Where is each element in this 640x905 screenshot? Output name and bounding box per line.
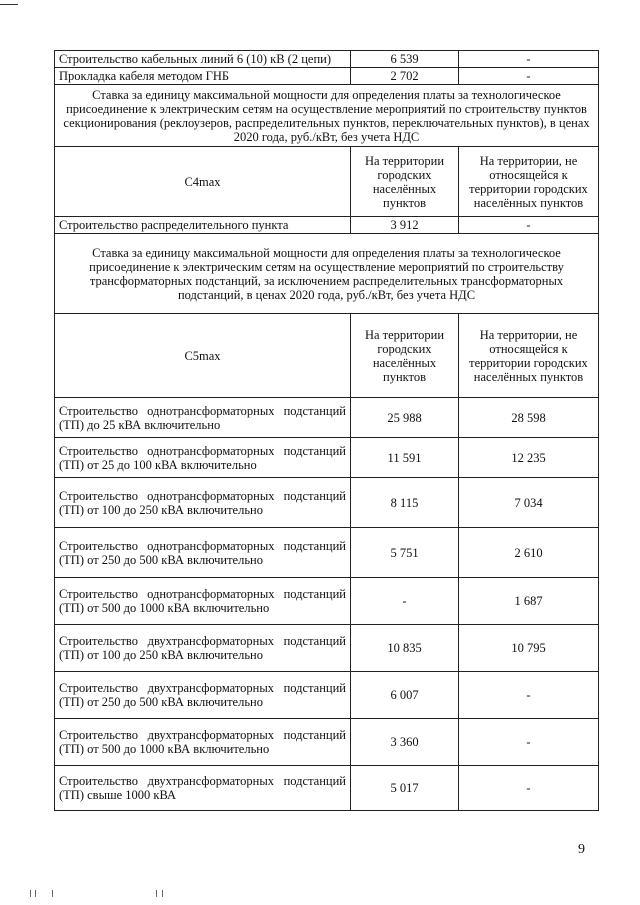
row-name: Строительство однотрансформаторных подстанций (ТП) от 500 до 1000 кВА включительно (55, 578, 351, 625)
table-row (55, 478, 599, 528)
urban-value: 5 751 (351, 528, 459, 578)
c4-rural-header: На территории, не относящейся к территории городских населённых пунктов (459, 147, 599, 217)
c4-urban-header: На территории городских населённых пунктов (351, 147, 459, 217)
c5-caption-row (55, 234, 599, 314)
rural-value: - (459, 51, 599, 68)
rural-value: 1 687 (459, 578, 599, 625)
urban-value: 8 115 (351, 478, 459, 528)
table-row (55, 672, 599, 719)
row-name: Строительство однотрансформаторных подстанций (ТП) от 25 до 100 кВА включительно (55, 438, 351, 478)
rural-value: 12 235 (459, 438, 599, 478)
row-name: Строительство распределительного пункта (55, 217, 351, 234)
row-name: Строительство однотрансформаторных подстанций (ТП) до 25 кВА включительно (55, 398, 351, 438)
urban-value: 5 017 (351, 766, 459, 811)
tariff-table (54, 50, 599, 811)
table-row (55, 51, 599, 68)
row-name: Строительство двухтрансформаторных подстанций (ТП) свыше 1000 кВА (55, 766, 351, 811)
table-row (55, 766, 599, 811)
urban-value: 2 702 (351, 68, 459, 85)
c4-caption-row (55, 85, 599, 147)
table-row (55, 217, 599, 234)
table-row (55, 719, 599, 766)
c5-label: C5max (55, 314, 351, 398)
c5-rural-header: На территории, не относящейся к территории городских населённых пунктов (459, 314, 599, 398)
rural-value: 10 795 (459, 625, 599, 672)
row-name: Строительство двухтрансформаторных подстанций (ТП) от 100 до 250 кВА включительно (55, 625, 351, 672)
urban-value: 25 988 (351, 398, 459, 438)
rural-value: - (459, 719, 599, 766)
row-name: Строительство кабельных линий 6 (10) кВ (2 цепи) (55, 51, 351, 68)
page-number: 9 (578, 842, 585, 857)
c4-label: C4max (55, 147, 351, 217)
row-name: Строительство двухтрансформаторных подстанций (ТП) от 250 до 500 кВА включительно (55, 672, 351, 719)
c5-header-row (55, 314, 599, 398)
table-row (55, 625, 599, 672)
rural-value: - (459, 217, 599, 234)
rural-value: 28 598 (459, 398, 599, 438)
c4-caption: Ставка за единицу максимальной мощности для определения платы за технологическое присоединение к электрическим сетям на осуществление мероприятий по строительству пунктов секционирования (реклоузеров, распределительных пунктов, переключательных пунктов), в ценах 2020 года, руб./кВт, без учета НДС (55, 85, 599, 147)
table-row (55, 578, 599, 625)
scan-marks (30, 890, 190, 898)
row-name: Строительство однотрансформаторных подстанций (ТП) от 100 до 250 кВА включительно (55, 478, 351, 528)
c5-urban-header: На территории городских населённых пунктов (351, 314, 459, 398)
urban-value: 10 835 (351, 625, 459, 672)
row-name: Строительство однотрансформаторных подстанций (ТП) от 250 до 500 кВА включительно (55, 528, 351, 578)
row-name: Строительство двухтрансформаторных подстанций (ТП) от 500 до 1000 кВА включительно (55, 719, 351, 766)
urban-value: 6 007 (351, 672, 459, 719)
urban-value: 3 912 (351, 217, 459, 234)
urban-value: 3 360 (351, 719, 459, 766)
rural-value: 2 610 (459, 528, 599, 578)
rural-value: - (459, 766, 599, 811)
table-row (55, 398, 599, 438)
urban-value: 11 591 (351, 438, 459, 478)
table-row (55, 528, 599, 578)
c4-header-row (55, 147, 599, 217)
rural-value: 7 034 (459, 478, 599, 528)
row-name: Прокладка кабеля методом ГНБ (55, 68, 351, 85)
table-row (55, 68, 599, 85)
corner-mark (0, 4, 18, 5)
urban-value: - (351, 578, 459, 625)
table-row (55, 438, 599, 478)
rural-value: - (459, 68, 599, 85)
rural-value: - (459, 672, 599, 719)
c5-caption: Ставка за единицу максимальной мощности для определения платы за технологическое присоединение к электрическим сетям на осуществление мероприятий по строительству трансформаторных подстанций, за исключением распределительных трансформаторных подстанций, в ценах 2020 года, руб./кВт, без учета НДС (55, 234, 599, 314)
urban-value: 6 539 (351, 51, 459, 68)
